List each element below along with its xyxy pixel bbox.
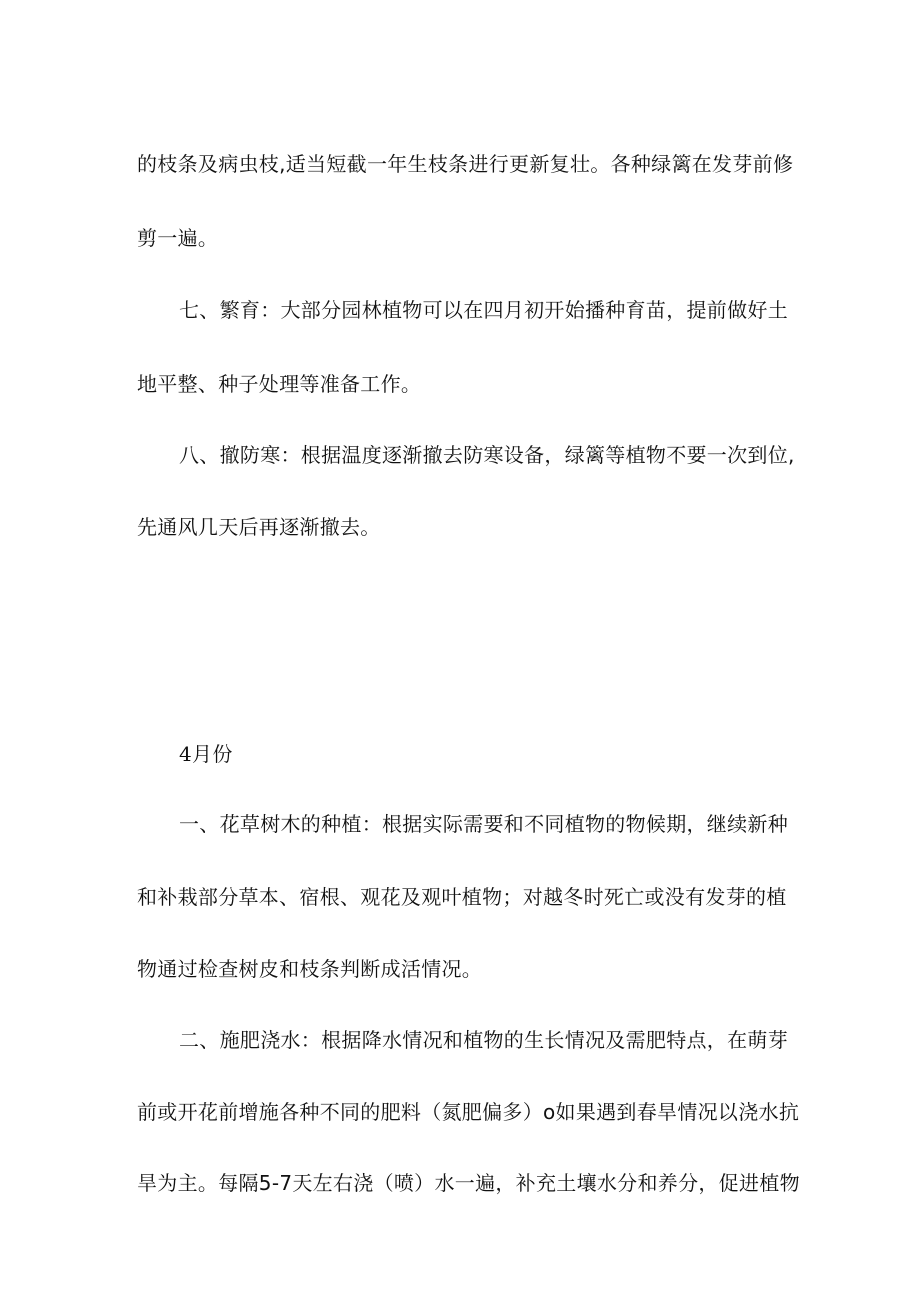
section-seven-line: 七、繁育：大部分园林植物可以在四月初开始播种育苗，提前做好土	[179, 298, 788, 322]
month-heading: 4月份	[179, 742, 233, 766]
paragraph-line: 物通过检查树皮和枝条判断成活情况。	[137, 957, 483, 981]
paragraph-line: 地平整、种子处理等准备工作。	[137, 372, 422, 396]
paragraph-line: 和补栽部分草本、宿根、观花及观叶植物；对越冬时死亡或没有发芽的植	[137, 885, 787, 909]
section-one-line: 一、花草树木的种植：根据实际需要和不同植物的物候期，继续新种	[179, 812, 788, 836]
paragraph-line: 的枝条及病虫枝,适当短截一年生枝条进行更新复壮。各种绿篱在发芽前修	[137, 152, 794, 176]
paragraph-line: 旱为主。每隔5-7天左右浇（喷）水一遍，补充土壤水分和养分，促进植物	[137, 1171, 800, 1195]
paragraph-line: 前或开花前增施各种不同的肥料（氮肥偏多）o如果遇到春旱情况以浇水抗	[137, 1100, 800, 1124]
section-two-line: 二、施肥浇水：根据降水情况和植物的生长情况及需肥特点，在萌芽	[179, 1028, 788, 1052]
paragraph-line: 剪一遍。	[137, 226, 219, 250]
section-eight-line: 八、撤防寒：根据温度逐渐撤去防寒设备，绿篱等植物不要一次到位,	[179, 443, 795, 467]
paragraph-line: 先通风几天后再逐渐撤去。	[137, 515, 381, 539]
